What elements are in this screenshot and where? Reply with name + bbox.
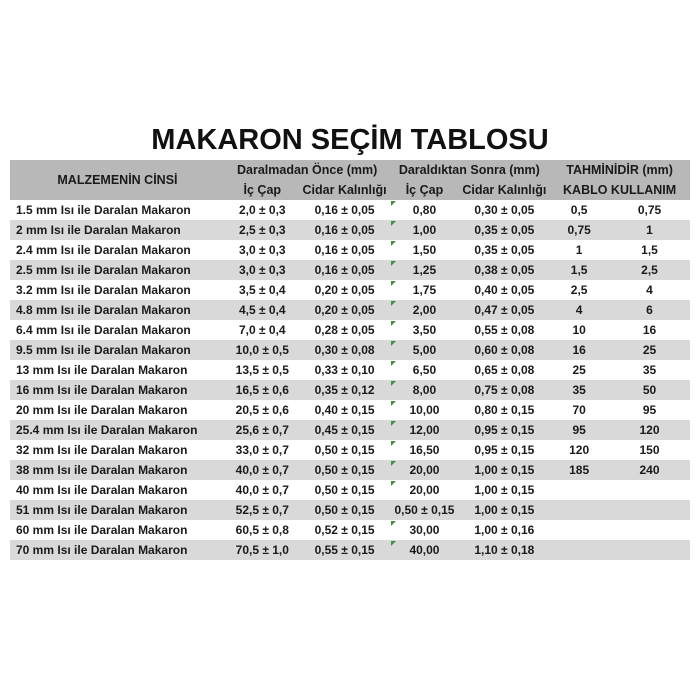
column-header-cable-usage: KABLO KULLANIM — [549, 180, 690, 200]
material-name-cell: 13 mm Isı ile Daralan Makaron — [16, 363, 188, 377]
green-corner-marker-icon — [391, 481, 396, 486]
value-cell: 0,20 ± 0,05 — [314, 283, 375, 297]
value-cell: 0,35 ± 0,05 — [474, 243, 535, 257]
value-cell: 25,6 ± 0,7 — [225, 420, 300, 440]
table-row — [10, 400, 690, 420]
value-cell: 40,0 ± 0,7 — [235, 483, 289, 497]
value-cell: 0,75 — [637, 203, 662, 217]
makaron-selection-table — [10, 160, 690, 560]
value-cell: 2,5 — [609, 260, 690, 280]
value-cell: 0,16 ± 0,05 — [300, 260, 390, 280]
material-name-cell: 32 mm Isı ile Daralan Makaron — [16, 443, 188, 457]
value-cell: 0,40 ± 0,05 — [474, 283, 535, 297]
value-cell: 10,00 — [389, 400, 459, 420]
table-row — [10, 220, 690, 240]
value-cell: 6,50 — [389, 360, 459, 380]
value-cell: 0,40 ± 0,15 — [314, 403, 375, 417]
value-cell — [609, 480, 690, 500]
green-corner-marker-icon — [391, 281, 396, 286]
value-cell: 0,5 — [570, 203, 588, 217]
green-corner-marker-icon — [391, 541, 396, 546]
value-cell: 0,60 ± 0,08 — [459, 340, 549, 360]
value-cell: 5,00 — [389, 340, 459, 360]
value-cell: 50 — [609, 380, 690, 400]
value-cell: 0,35 ± 0,05 — [459, 220, 549, 240]
table-row — [10, 480, 690, 500]
value-cell: 6 — [609, 300, 690, 320]
value-cell — [549, 500, 609, 520]
value-cell: 0,30 ± 0,05 — [474, 203, 535, 217]
value-cell — [549, 480, 609, 500]
table-row — [10, 500, 690, 520]
value-cell: 0,55 ± 0,15 — [300, 540, 390, 560]
page-title: MAKARON SEÇİM TABLOSU — [151, 124, 549, 156]
value-cell: 1,00 ± 0,15 — [459, 500, 549, 520]
value-cell: 16 — [549, 340, 609, 360]
value-cell: 0,65 ± 0,08 — [474, 363, 535, 377]
material-name-cell: 60 mm Isı ile Daralan Makaron — [16, 523, 188, 537]
value-cell: 0,80 ± 0,15 — [474, 403, 535, 417]
value-cell — [609, 520, 690, 540]
green-corner-marker-icon — [391, 461, 396, 466]
value-cell: 2,0 ± 0,3 — [238, 203, 286, 217]
value-cell: 35 — [549, 380, 609, 400]
value-cell: 0,30 ± 0,08 — [300, 340, 390, 360]
column-header-wall-thickness-after: Cidar Kalınlığı — [459, 180, 549, 200]
value-cell: 2,5 ± 0,3 — [225, 220, 300, 240]
table-row — [10, 260, 690, 280]
material-name-cell: 40 mm Isı ile Daralan Makaron — [16, 483, 188, 497]
table-row — [10, 540, 690, 560]
value-cell: 2,00 — [389, 300, 459, 320]
value-cell: 70,5 ± 1,0 — [225, 540, 300, 560]
value-cell: 1 — [609, 220, 690, 240]
table-row — [10, 340, 690, 360]
value-cell: 0,28 ± 0,05 — [314, 323, 375, 337]
header-group-row — [10, 160, 690, 180]
value-cell: 4 — [646, 283, 653, 297]
value-cell: 0,33 ± 0,10 — [314, 363, 375, 377]
value-cell: 120 — [569, 443, 590, 457]
green-corner-marker-icon — [391, 381, 396, 386]
material-name-cell: 2.4 mm Isı ile Daralan Makaron — [16, 243, 191, 257]
table-header — [10, 160, 690, 200]
value-cell: 1,00 — [389, 220, 459, 240]
value-cell: 10,0 ± 0,5 — [225, 340, 300, 360]
value-cell: 120 — [609, 420, 690, 440]
table-row — [10, 460, 690, 480]
table-row — [10, 520, 690, 540]
value-cell: 1,10 ± 0,18 — [459, 540, 549, 560]
table-row — [10, 200, 690, 220]
value-cell: 0,75 — [549, 220, 609, 240]
table-body — [10, 200, 690, 560]
value-cell: 0,80 — [389, 200, 459, 220]
column-header-inner-diameter-before: İç Çap — [225, 180, 300, 200]
material-name-cell: 70 mm Isı ile Daralan Makaron — [10, 540, 225, 560]
value-cell: 0,50 ± 0,15 — [314, 443, 375, 457]
value-cell: 0,45 ± 0,15 — [300, 420, 390, 440]
value-cell: 16,5 ± 0,6 — [225, 380, 300, 400]
value-cell: 1,5 — [641, 243, 658, 257]
value-cell: 0,75 ± 0,08 — [459, 380, 549, 400]
value-cell: 0,16 ± 0,05 — [300, 220, 390, 240]
value-cell: 25 — [572, 363, 586, 377]
value-cell: 16,50 — [389, 440, 459, 460]
material-name-cell: 2 mm Isı ile Daralan Makaron — [10, 220, 225, 240]
table-row — [10, 280, 690, 300]
column-header-inner-diameter-after: İç Çap — [389, 180, 459, 200]
value-cell: 30,00 — [389, 520, 459, 540]
green-corner-marker-icon — [391, 221, 396, 226]
material-name-cell: 4.8 mm Isı ile Daralan Makaron — [10, 300, 225, 320]
value-cell: 16 — [642, 323, 657, 337]
green-corner-marker-icon — [391, 521, 396, 526]
value-cell: 0,95 ± 0,15 — [459, 420, 549, 440]
value-cell: 0,47 ± 0,05 — [459, 300, 549, 320]
table-row — [10, 420, 690, 440]
green-corner-marker-icon — [391, 321, 396, 326]
column-group-after: Daraldıktan Sonra (mm) — [389, 160, 549, 180]
material-name-cell: 1.5 mm Isı ile Daralan Makaron — [16, 203, 191, 217]
value-cell: 52,5 ± 0,7 — [225, 500, 300, 520]
material-name-cell: 51 mm Isı ile Daralan Makaron — [10, 500, 225, 520]
table-row — [10, 320, 690, 340]
value-cell: 0,52 ± 0,15 — [314, 523, 375, 537]
material-name-cell: 2.5 mm Isı ile Daralan Makaron — [10, 260, 225, 280]
value-cell — [609, 500, 690, 520]
value-cell: 0,95 ± 0,15 — [474, 443, 535, 457]
table-row — [10, 240, 690, 260]
table-row — [10, 360, 690, 380]
value-cell: 40,00 — [389, 540, 459, 560]
value-cell: 3,0 ± 0,3 — [238, 243, 286, 257]
column-group-before: Daralmadan Önce (mm) — [225, 160, 390, 180]
green-corner-marker-icon — [391, 301, 396, 306]
green-corner-marker-icon — [391, 441, 396, 446]
value-cell: 60,5 ± 0,8 — [235, 523, 289, 537]
value-cell: 95 — [642, 403, 657, 417]
value-cell — [609, 540, 690, 560]
value-cell: 1,00 ± 0,15 — [474, 483, 535, 497]
value-cell: 2,5 — [570, 283, 588, 297]
value-cell: 33,0 ± 0,7 — [235, 443, 289, 457]
material-name-cell: 20 mm Isı ile Daralan Makaron — [16, 403, 188, 417]
green-corner-marker-icon — [391, 421, 396, 426]
value-cell: 20,00 — [389, 460, 459, 480]
value-cell — [549, 520, 609, 540]
material-name-cell: 38 mm Isı ile Daralan Makaron — [10, 460, 225, 480]
material-name-cell: 6.4 mm Isı ile Daralan Makaron — [16, 323, 191, 337]
value-cell: 3,5 ± 0,4 — [238, 283, 286, 297]
value-cell: 240 — [609, 460, 690, 480]
green-corner-marker-icon — [391, 261, 396, 266]
value-cell: 13,5 ± 0,5 — [235, 363, 289, 377]
value-cell: 150 — [639, 443, 660, 457]
material-name-cell: 3.2 mm Isı ile Daralan Makaron — [16, 283, 191, 297]
value-cell: 0,20 ± 0,05 — [300, 300, 390, 320]
table-row — [10, 380, 690, 400]
table-row — [10, 440, 690, 460]
value-cell: 8,00 — [389, 380, 459, 400]
green-corner-marker-icon — [391, 361, 396, 366]
value-cell: 0,35 ± 0,12 — [300, 380, 390, 400]
column-group-estimate: TAHMİNİDİR (mm) — [549, 160, 690, 180]
value-cell — [549, 540, 609, 560]
green-corner-marker-icon — [391, 341, 396, 346]
value-cell: 1,50 — [389, 240, 459, 260]
value-cell: 0,50 ± 0,15 — [300, 500, 390, 520]
column-header-wall-thickness-before: Cidar Kalınlığı — [300, 180, 390, 200]
column-header-material: MALZEMENİN CİNSİ — [10, 160, 225, 200]
value-cell: 4 — [549, 300, 609, 320]
value-cell: 20,5 ± 0,6 — [235, 403, 289, 417]
value-cell: 20,00 — [389, 480, 459, 500]
value-cell: 7,0 ± 0,4 — [238, 323, 286, 337]
value-cell: 25 — [609, 340, 690, 360]
value-cell: 95 — [549, 420, 609, 440]
value-cell: 0,55 ± 0,08 — [474, 323, 535, 337]
material-name-cell: 25.4 mm Isı ile Daralan Makaron — [10, 420, 225, 440]
value-cell: 0,16 ± 0,05 — [314, 203, 375, 217]
value-cell: 3,50 — [389, 320, 459, 340]
green-corner-marker-icon — [391, 201, 396, 206]
green-corner-marker-icon — [391, 401, 396, 406]
value-cell: 4,5 ± 0,4 — [225, 300, 300, 320]
value-cell: 0,50 ± 0,15 — [389, 500, 459, 520]
value-cell: 1 — [575, 243, 583, 257]
value-cell: 1,00 ± 0,16 — [474, 523, 535, 537]
value-cell: 1,5 — [549, 260, 609, 280]
value-cell: 1,75 — [389, 280, 459, 300]
value-cell: 12,00 — [389, 420, 459, 440]
table-row — [10, 300, 690, 320]
value-cell: 10 — [572, 323, 586, 337]
value-cell: 3,0 ± 0,3 — [225, 260, 300, 280]
value-cell: 0,50 ± 0,15 — [314, 483, 375, 497]
material-name-cell: 16 mm Isı ile Daralan Makaron — [10, 380, 225, 400]
value-cell: 1,00 ± 0,15 — [459, 460, 549, 480]
value-cell: 35 — [642, 363, 657, 377]
value-cell: 0,50 ± 0,15 — [300, 460, 390, 480]
value-cell: 0,16 ± 0,05 — [314, 243, 375, 257]
value-cell: 40,0 ± 0,7 — [225, 460, 300, 480]
value-cell: 1,25 — [389, 260, 459, 280]
green-corner-marker-icon — [391, 241, 396, 246]
value-cell: 70 — [572, 403, 586, 417]
value-cell: 185 — [549, 460, 609, 480]
value-cell: 0,38 ± 0,05 — [459, 260, 549, 280]
material-name-cell: 9.5 mm Isı ile Daralan Makaron — [10, 340, 225, 360]
